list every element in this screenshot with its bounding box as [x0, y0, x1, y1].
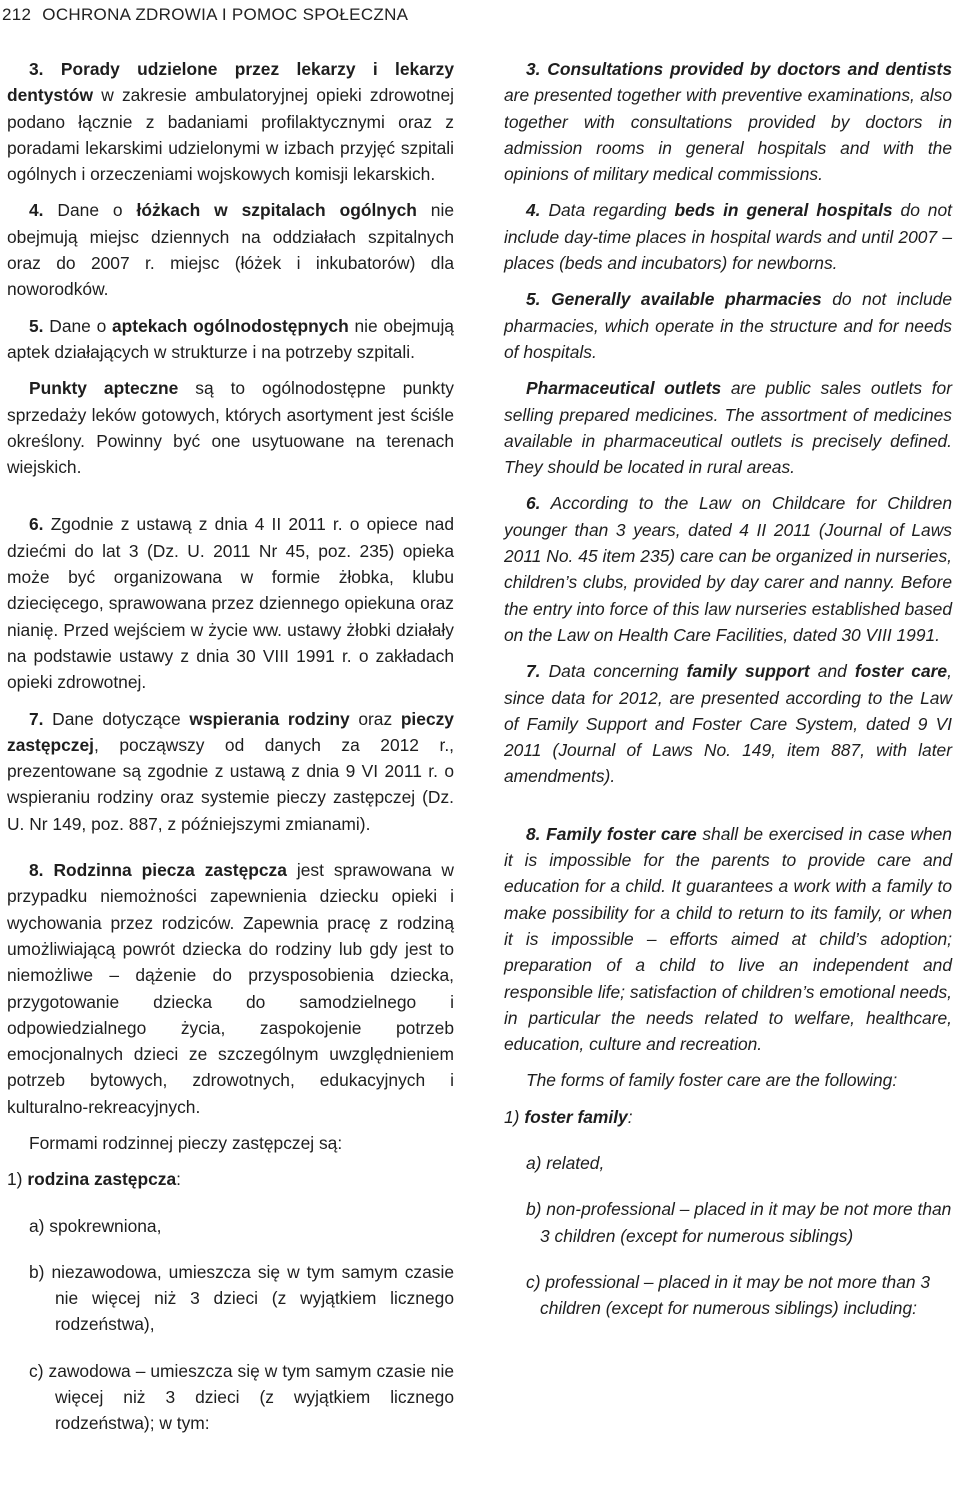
note-number: 4.: [526, 200, 541, 221]
note-7-en: [504, 658, 952, 789]
form-term: foster family: [524, 1106, 628, 1127]
forms-intro-pl: Formami rodzinnej pieczy zastępczej są:: [29, 1132, 343, 1153]
note-text: Dane o: [57, 200, 123, 221]
note-number: 5.: [29, 315, 44, 336]
note-text: Zgodnie z ustawą z dnia 4 II 2011 r. o opiece nad dziećmi do lat 3 (Dz. U. 2011 Nr 45, poz. 235) opieka może być organizowana w formie żłobka, klubu dziecięcego, sprawowana przez dziennego opiekuna oraz nianię. Przed wejściem w życie ww. ustawy żłobki działały na podstawie ustawy z dnia 30 VIII 1991 r. o zakładach opieki zdrowotnej.: [7, 514, 454, 693]
form-a-en: a) related,: [526, 1152, 605, 1173]
note-8-en: [504, 821, 952, 1058]
note-7-pl: [7, 706, 454, 837]
note-text: Dane dotyczące: [52, 708, 181, 729]
note-number: 8.: [29, 860, 44, 881]
note-text: oraz: [358, 708, 393, 729]
form-a-pl: a) spokrewniona,: [29, 1215, 162, 1236]
note-text: Data concerning: [548, 661, 679, 682]
note-text: shall be exercised in case when it is impossible for the parents to provide care and education for a child. It guarantees a work with a family to make possibility for a child to return to its family, or when it is impossible – efforts aimed at child’s adoption; preparation of a child to live an independent and responsible life; satisfaction of children’s emotional needs, in particular the needs related to welfare, healthcare, education, culture and recreation.: [504, 823, 952, 1055]
note-text: są to ogólnodostępne punkty sprzedaży leków gotowych, których asortyment jest ściśle określony. Powinny być one usytuowane na terenach wiejskich.: [7, 378, 455, 478]
colon: :: [176, 1169, 181, 1190]
note-pharmacy-outlets-en: [504, 375, 952, 480]
note-term: beds in general hospitals: [674, 200, 893, 221]
note-term: wspierania rodziny: [189, 708, 350, 729]
note-text: , since data for 2012, are presented according to the Law of Family Support and Foster Care System, dated 9 VI 2011 (Journal of Laws No. 149, item 887, with later amendments).: [504, 661, 952, 787]
note-term: Family foster care: [546, 823, 697, 844]
note-number: 3.: [29, 59, 44, 79]
form-term: rodzina zastępcza: [27, 1169, 177, 1190]
note-text: and: [817, 661, 847, 682]
note-5-en: [504, 286, 952, 365]
note-text: w zakresie ambulatoryjnej opieki zdrowotnej podano łącznie z badaniami profilaktycznymi oraz z poradami lekarskimi udzielonymi w izbach przyjęć szpitali ogólnych i orzeczeniami wojskowych komisji lekarskich.: [7, 85, 454, 185]
forms-intro-en: The forms of family foster care are the following:: [526, 1070, 898, 1091]
note-text: Dane o: [49, 315, 107, 336]
list-number: 1): [7, 1169, 23, 1190]
note-8-pl: [7, 857, 454, 1120]
note-text: jest sprawowana w przypadku niemożności zapewnienia dziecku opieki i wychowania przez rodziców. Zapewnia pracę z rodziną umożliwiającą powrót dziecka do rodziny lub gdy jest to niemożliwe – dążenie do przysposobienia dziecka, przygotowanie dziecka do samodzielnego i odpowiedzialnego życia, zaspokojenie potrzeb emocjonalnych dzieci ze szczególnym uwzględnieniem potrzeb bytowych, zdrowotnych, edukacyjnych i kulturalno-rekreacyjnych.: [7, 860, 454, 1117]
note-term: aptekach ogólnodostępnych: [112, 315, 349, 336]
note-6-en: [504, 490, 952, 648]
note-text: Data regarding: [548, 200, 667, 221]
note-term: Consultations provided by doctors and dentists: [547, 59, 952, 79]
polish-column: [7, 56, 454, 1437]
note-number: 7.: [526, 661, 541, 682]
running-title: OCHRONA ZDROWIA I POMOC SPOŁECZNA: [42, 5, 409, 24]
note-number: 3.: [526, 59, 541, 79]
note-term: family support: [686, 661, 810, 682]
form-b-en: b) non-professional – placed in it may be not more than 3 children (except for numerous siblings): [526, 1199, 952, 1246]
note-3-en: [504, 56, 952, 187]
note-term: Porady udzielone przez lekarzy i lekarzy dentystów: [7, 59, 454, 106]
note-term: foster care: [854, 661, 948, 682]
note-5-pl: [7, 313, 454, 366]
colon: :: [627, 1106, 633, 1127]
running-header: [0, 0, 960, 30]
form-c-pl: c) zawodowa – umieszcza się w tym samym czasie nie więcej niż 3 dzieci (z wyjątkiem licznego rodzeństwa); w tym:: [29, 1360, 454, 1434]
form-1-en: [504, 1104, 952, 1130]
note-text: According to the Law on Childcare for Children younger than 3 years, dated 4 II 2011 (Journal of Laws 2011 No. 45 item 235) care can be organized in nurseries, children’s clubs, provided by day carer and nanny. Before the entry into force of this law nurseries established based on the Law on Health Care Facilities, dated 30 VIII 1991.: [504, 493, 952, 645]
note-term: Rodzinna piecza zastępcza: [53, 860, 287, 881]
note-term: Punkty apteczne: [29, 378, 179, 399]
note-pharmacy-points-pl: [7, 375, 454, 480]
list-number: 1): [504, 1106, 520, 1127]
note-term: pieczy zastępczej: [7, 708, 454, 755]
page-number: 212: [2, 5, 32, 24]
note-number: 6.: [526, 493, 541, 514]
form-b-pl: b) niezawodowa, umieszcza się w tym samym czasie nie więcej niż 3 dzieci (z wyjątkiem licznego rodzeństwa),: [29, 1261, 454, 1335]
note-4-pl: [7, 197, 454, 302]
note-term: Pharmaceutical outlets: [526, 378, 722, 399]
note-number: 4.: [29, 200, 44, 221]
note-3-pl: [7, 56, 454, 187]
note-text: nie obejmują aptek działających w strukturze i na potrzeby szpitali.: [7, 315, 454, 362]
note-text: , począwszy od danych za 2012 r., prezentowane są zgodnie z ustawą z dnia 9 VI 2011 r. o wspieraniu rodziny oraz systemie pieczy zastępczej (Dz. U. Nr 149, poz. 887, z późniejszymi zmianami).: [7, 734, 454, 834]
note-text: are public sales outlets for selling prepared medicines. The assortment of medicines available in pharmaceutical outlets is precisely defined. They should be located in rural areas.: [504, 378, 952, 478]
note-6-pl: [7, 511, 454, 695]
note-number: 6.: [29, 514, 44, 535]
form-c-en: c) professional – placed in it may be not more than 3 children (except for numerous siblings) including:: [526, 1271, 931, 1319]
note-number: 8.: [526, 823, 541, 844]
english-column: [504, 56, 952, 1321]
note-text: do not include pharmacies, which operate in the structure and for needs of hospitals.: [504, 289, 953, 362]
form-1-pl: [7, 1166, 454, 1192]
note-text: do not include day-time places in hospital wards and until 2007 – places (beds and incubators) for newborns.: [504, 200, 952, 274]
note-number: 5.: [526, 289, 541, 310]
note-text: are presented together with preventive examinations, also together with consultations provided by doctors in admission rooms in general hospitals and with the opinions of military medical commissions.: [504, 85, 952, 185]
note-4-en: [504, 197, 952, 276]
note-number: 7.: [29, 708, 44, 729]
note-term: łóżkach w szpitalach ogólnych: [136, 200, 417, 221]
note-term: Generally available pharmacies: [551, 289, 822, 310]
note-text: nie obejmują miejsc dziennych na oddziałach szpitalnych oraz do 2007 r. miejsc (łóżek i inkubatorów) dla noworodków.: [7, 200, 454, 300]
